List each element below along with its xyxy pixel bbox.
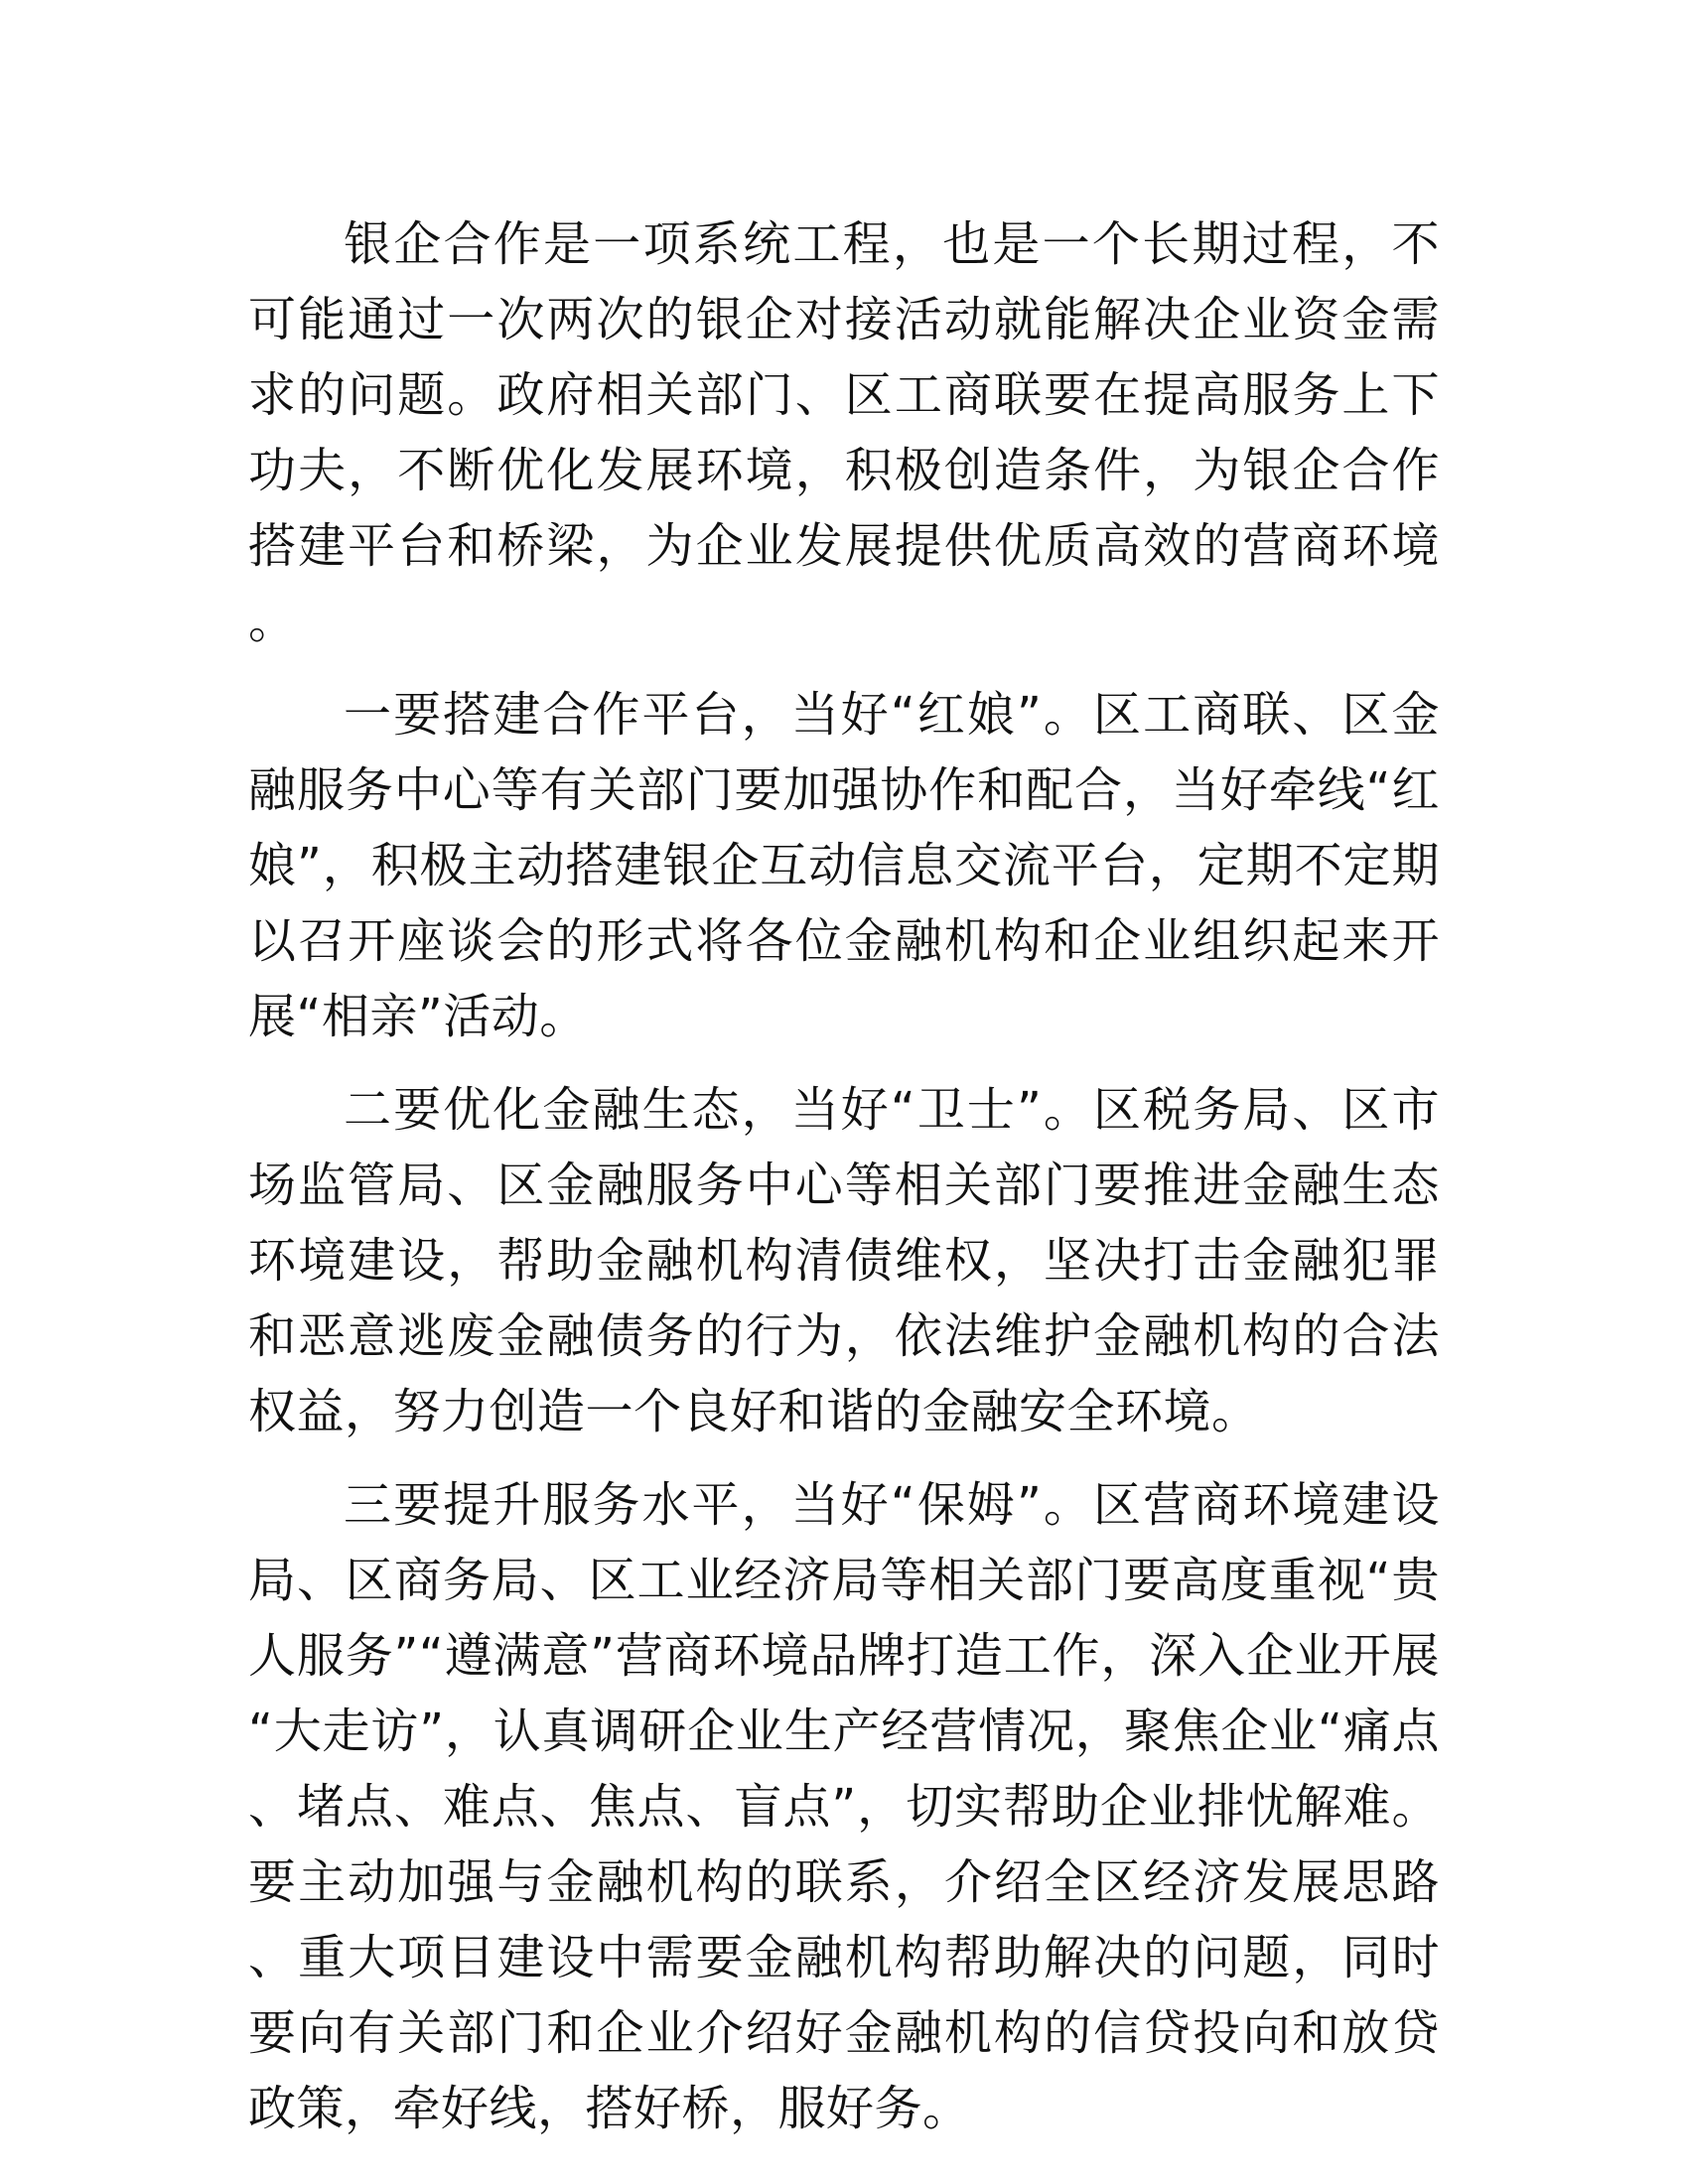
- paragraph-service: 三要提升服务水平，当好“保姆”。区营商环境建设局、区商务局、区工业经济局等相关部门要高度重视“贵人服务”“遵满意”营商环境品牌打造工作，深入企业开展“大走访”，认真调研企业生产经营情况，聚焦企业“痛点、堵点、难点、焦点、盲点”，切实帮助企业排忧解难。要主动加强与金融机构的联系，介绍全区经济发展思路、重大项目建设中需要金融机构帮助解决的问题，同时要向有关部门和企业介绍好金融机构的信贷投向和放贷政策，牵好线，搭好桥，服好务。: [248, 1477, 1440, 2136]
- paragraph-intro: 银企合作是一项系统工程，也是一个长期过程，不可能通过一次两次的银企对接活动就能解决企业资金需求的问题。政府相关部门、区工商联要在提高服务上下功夫，不断优化发展环境，积极创造条件，为银企合作搭建平台和桥梁，为企业发展提供优质高效的营商环境。: [248, 216, 1440, 649]
- paragraph-ecology: 二要优化金融生态，当好“卫士”。区税务局、区市场监管局、区金融服务中心等相关部门要推进金融生态环境建设，帮助金融机构清债维权，坚决打击金融犯罪和恶意逃废金融债务的行为，依法维护金融机构的合法权益，努力创造一个良好和谐的金融安全环境。: [248, 1082, 1440, 1439]
- paragraph-platform: 一要搭建合作平台，当好“红娘”。区工商联、区金融服务中心等有关部门要加强协作和配合，当好牵线“红娘”，积极主动搭建银企互动信息交流平台，定期不定期以召开座谈会的形式将各位金融机构和企业组织起来开展“相亲”活动。: [248, 687, 1440, 1044]
- document-body: [248, 206, 1440, 2164]
